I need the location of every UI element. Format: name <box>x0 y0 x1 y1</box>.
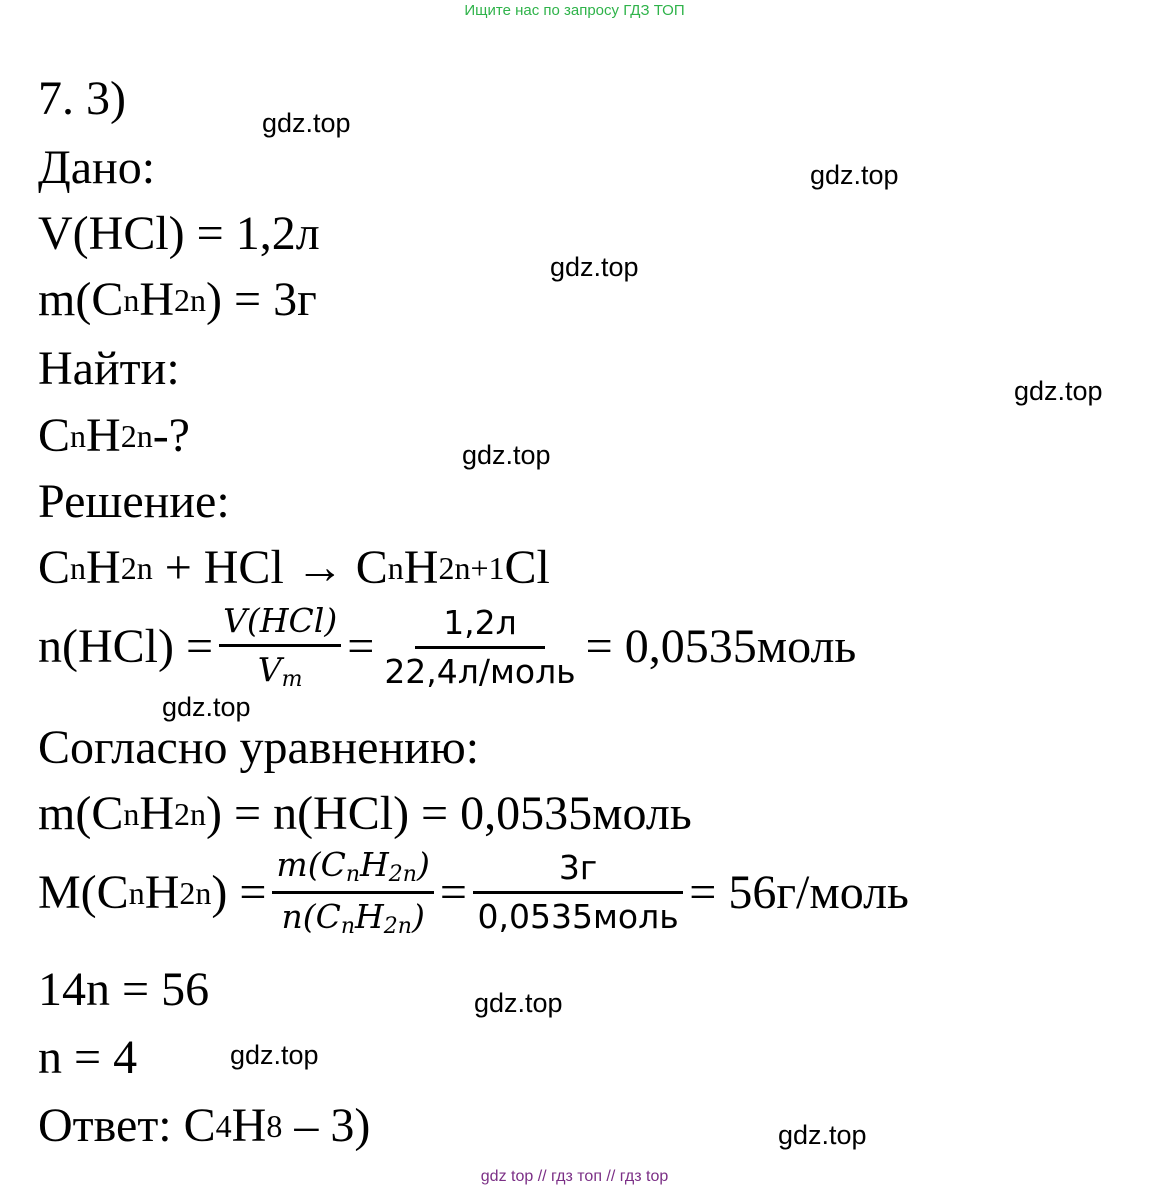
subscript: 4 <box>215 1108 232 1144</box>
according-heading <box>38 721 480 774</box>
subscript: 2n <box>120 550 153 586</box>
solution-text: Решение: <box>38 475 230 528</box>
subscript: 2n+1 <box>438 550 505 586</box>
formula-part: ) <box>411 897 425 937</box>
subscript: 2n <box>388 862 417 887</box>
subscript: 2n <box>120 418 153 454</box>
subscript: n <box>345 862 361 887</box>
formula-part: n(C <box>281 897 341 937</box>
subscript: n <box>128 874 145 911</box>
formula-part: = 0,0535моль <box>585 620 857 674</box>
fraction-mass-values <box>473 849 683 936</box>
equation-text: n = 4 <box>38 1031 138 1084</box>
formula-part: ) = 3г <box>206 273 317 326</box>
formula-part: H <box>360 845 389 884</box>
formula-part: H <box>144 865 180 919</box>
formula-part: H <box>139 787 175 840</box>
subscript: n <box>123 796 140 832</box>
given-mass <box>38 273 317 326</box>
formula-part: -? <box>152 409 190 462</box>
watermark: gdz.top <box>778 1120 867 1150</box>
subscript: n <box>123 282 140 318</box>
watermark: gdz.top <box>810 160 899 190</box>
formula-part: H <box>86 541 121 594</box>
formula-part: + HCl → C <box>152 541 388 594</box>
given-heading <box>38 141 156 194</box>
task-text: 7. 3) <box>38 72 126 125</box>
formula-part: – 3) <box>282 1099 371 1152</box>
formula-part: Ответ: C <box>38 1099 216 1152</box>
molar-mass-calculation <box>38 846 909 940</box>
find-text: Найти: <box>38 342 180 395</box>
subscript: 8 <box>266 1108 283 1144</box>
formula-part: H <box>86 409 121 462</box>
numerator: 1,2л <box>415 604 545 649</box>
search-banner[interactable]: Ищите нас по запросу ГДЗ ТОП <box>464 2 685 19</box>
reaction-equation <box>38 541 550 594</box>
find-formula <box>38 409 190 462</box>
numerator: 3г <box>473 849 683 894</box>
formula-part: Cl <box>504 541 550 594</box>
fraction-volume <box>219 602 341 692</box>
watermark: gdz.top <box>550 252 639 282</box>
formula-part: H <box>231 1099 267 1152</box>
numerator: V(HCl) <box>219 602 341 647</box>
formula-part: H <box>403 541 439 594</box>
footer-links[interactable]: gdz top // гдз топ // гдз top <box>480 1168 669 1185</box>
find-heading <box>38 342 180 395</box>
formula-part: H <box>139 273 175 326</box>
task-number <box>38 72 126 125</box>
formula-part: ) = <box>211 865 267 919</box>
denominator: 0,0535моль <box>477 897 679 937</box>
subscript: 2n <box>179 874 212 911</box>
equation-14n <box>38 963 210 1016</box>
formula-part: ) = n(HCl) = 0,0535моль <box>206 787 692 840</box>
watermark: gdz.top <box>474 988 563 1018</box>
subscript: 2n <box>174 282 207 318</box>
formula-part: m(C <box>276 845 346 884</box>
given-volume <box>38 207 320 260</box>
formula-part: = 56г/моль <box>689 865 909 919</box>
denominator: 22,4л/моль <box>384 651 576 691</box>
equals-sign: = <box>439 865 467 919</box>
given-text: Дано: <box>38 141 156 194</box>
watermark: gdz.top <box>162 692 251 722</box>
according-text: Согласно уравнению: <box>38 721 480 774</box>
formula-part: n(HCl) = <box>38 620 214 674</box>
formula-part: C <box>38 409 71 462</box>
subscript: 2n <box>383 914 412 940</box>
denominator <box>277 894 428 939</box>
numerator <box>272 846 433 894</box>
subscript: n <box>70 550 87 586</box>
formula-part: V <box>257 649 282 689</box>
solution-heading <box>38 475 230 528</box>
equals-sign: = <box>347 620 375 674</box>
mass-equals-moles <box>38 787 692 840</box>
subscript: 2n <box>174 796 207 832</box>
subscript: n <box>340 914 355 940</box>
formula-part: M(C <box>38 865 129 919</box>
fraction-mass-moles <box>272 846 433 940</box>
watermark: gdz.top <box>262 108 351 138</box>
watermark: gdz.top <box>462 440 551 470</box>
subscript: n <box>387 550 404 586</box>
formula-part: ) <box>416 845 430 884</box>
equation-text: 14n = 56 <box>38 963 210 1016</box>
formula-part: H <box>355 897 384 937</box>
answer <box>38 1099 371 1152</box>
equation-n <box>38 1031 138 1084</box>
watermark: gdz.top <box>230 1040 319 1070</box>
watermark: gdz.top <box>1014 376 1103 406</box>
denominator <box>254 647 307 692</box>
volume-text: V(HCl) = 1,2л <box>38 207 320 260</box>
subscript: m <box>281 666 303 692</box>
formula-part: m(C <box>38 273 124 326</box>
fraction-values <box>380 604 579 691</box>
moles-calculation <box>38 602 856 692</box>
formula-part: C <box>38 541 71 594</box>
formula-part: m(C <box>38 787 124 840</box>
subscript: n <box>70 418 87 454</box>
